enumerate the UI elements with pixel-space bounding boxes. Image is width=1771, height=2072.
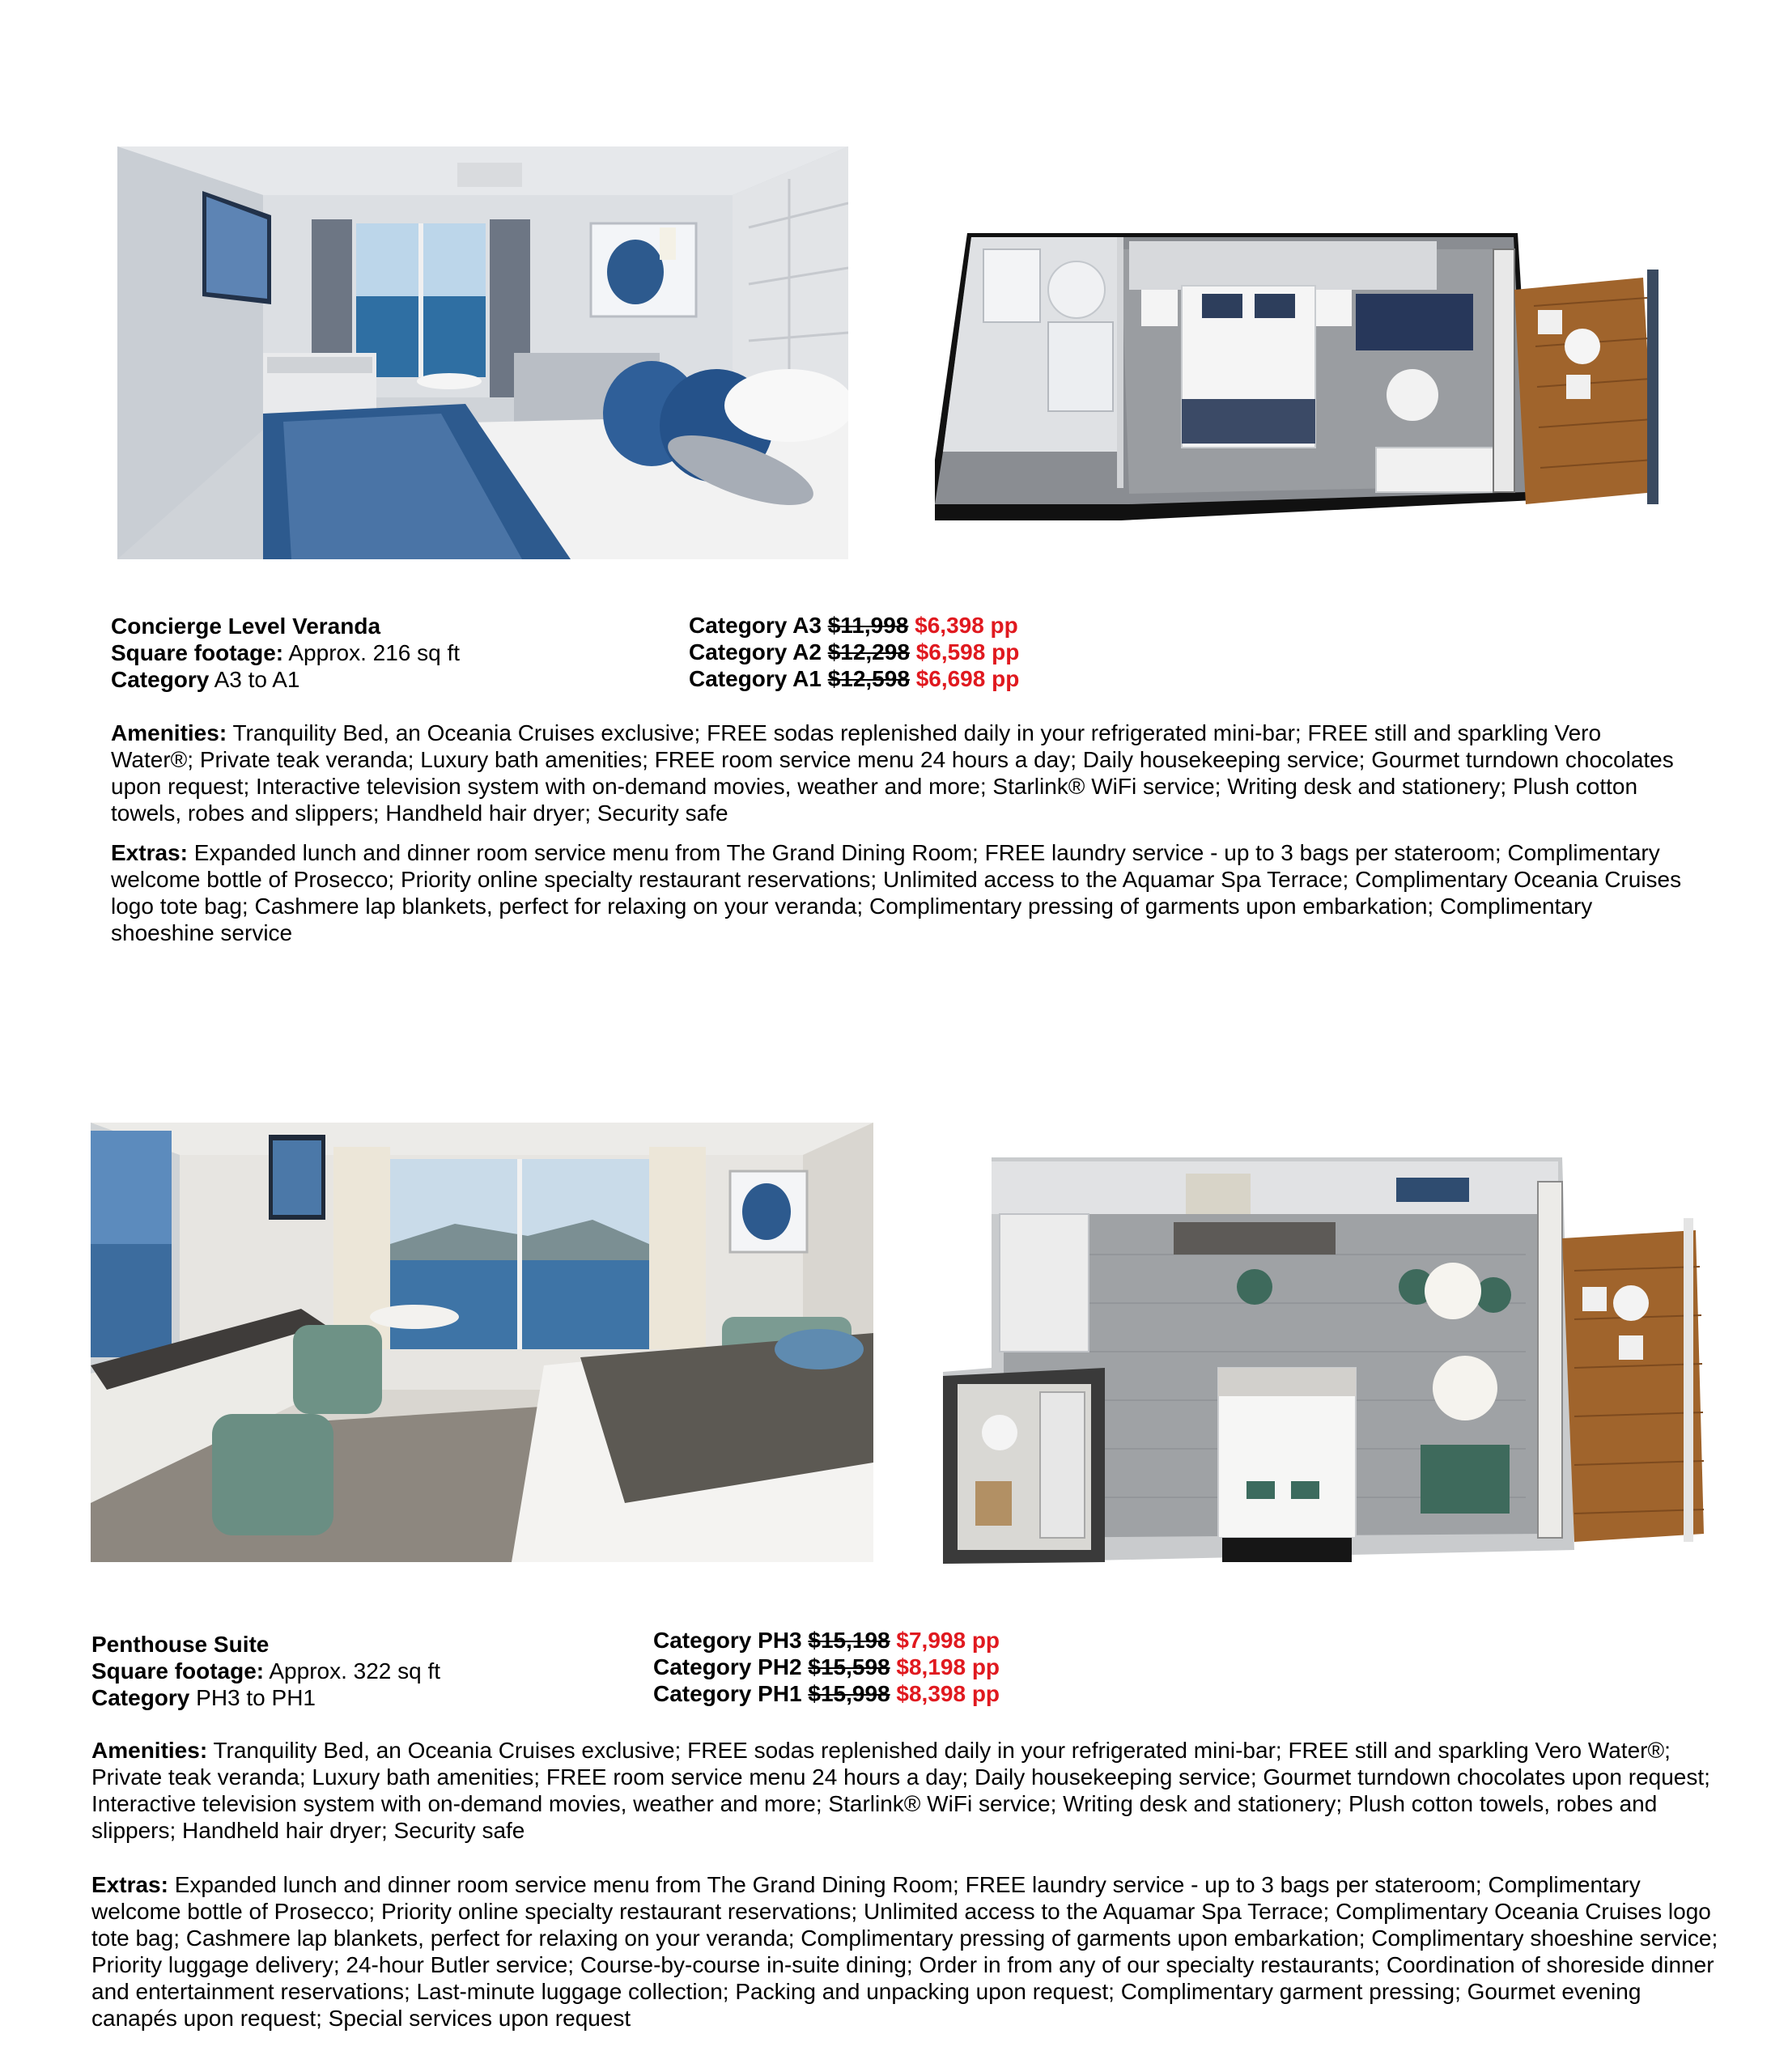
price-line xyxy=(653,1680,1000,1707)
amenities-text: Tranquility Bed, an Oceania Cruises exclusive; FREE sodas replenished daily in your refrigerated mini-bar; FREE still and sparkling Vero Water®; Private teak veranda; Luxury bath amenities; FREE room service menu 24 hours a day; Daily housekeeping service; Gourmet turndown chocolates upon request; Interactive television system with on-demand movies, weather and more; Starlink® WiFi service; Writing desk and stationery; Plush cotton towels, robes and slippers; Handheld hair dryer; Security safe xyxy=(111,720,1674,826)
price-category: Category PH3 xyxy=(653,1628,802,1653)
penthouse-title: Penthouse Suite xyxy=(91,1632,270,1657)
price-category: Category A1 xyxy=(689,666,822,691)
extras-label: Extras: xyxy=(91,1872,168,1897)
amenities-label: Amenities: xyxy=(91,1738,208,1763)
veranda-category-range: A3 to A1 xyxy=(214,667,300,692)
penthouse-sqft-label: Square footage: xyxy=(91,1658,265,1684)
veranda-summary xyxy=(111,613,629,693)
price-line xyxy=(689,665,1019,692)
veranda-extras xyxy=(111,839,1689,946)
veranda-price-list xyxy=(689,612,1019,692)
veranda-sqft-label: Square footage: xyxy=(111,640,284,665)
price-category: Category A3 xyxy=(689,613,822,638)
extras-label: Extras: xyxy=(111,840,188,865)
penthouse-summary xyxy=(91,1631,626,1711)
amenities-text: Tranquility Bed, an Oceania Cruises exclusive; FREE sodas replenished daily in your refrigerated mini-bar; FREE still and sparkling Vero Water®; Private teak veranda; Luxury bath amenities; FREE room service menu 24 hours a day; Daily housekeeping service; Gourmet turndown chocolates upon request; Interactive television system with on-demand movies, weather and more; Starlink® WiFi service; Writing desk and stationery; Plush cotton towels, robes and slippers; Handheld hair dryer; Security safe xyxy=(91,1738,1710,1843)
price-new: $6,398 pp xyxy=(915,613,1018,638)
price-line xyxy=(653,1627,1000,1654)
price-new: $8,198 pp xyxy=(896,1654,1000,1679)
price-old: $12,598 xyxy=(827,666,910,691)
price-old: $11,998 xyxy=(827,613,909,638)
price-old: $15,598 xyxy=(808,1654,890,1679)
price-category: Category PH2 xyxy=(653,1654,802,1679)
veranda-category-label: Category xyxy=(111,667,210,692)
penthouse-amenities xyxy=(91,1737,1718,1844)
price-old: $12,298 xyxy=(827,639,910,664)
price-new: $6,598 pp xyxy=(915,639,1020,664)
veranda-title: Concierge Level Veranda xyxy=(111,614,381,639)
penthouse-category-label: Category xyxy=(91,1685,190,1710)
veranda-amenities xyxy=(111,720,1689,826)
penthouse-category-range: PH3 to PH1 xyxy=(196,1685,316,1710)
penthouse-price-list xyxy=(653,1627,1000,1707)
veranda-room-photo xyxy=(117,146,848,559)
price-new: $8,398 pp xyxy=(896,1681,1000,1706)
penthouse-room-photo xyxy=(91,1123,873,1562)
extras-text: Expanded lunch and dinner room service menu from The Grand Dining Room; FREE laundry service - up to 3 bags per stateroom; Complimentary welcome bottle of Prosecco; Priority online specialty restaurant reservations; Unlimited access to the Aquamar Spa Terrace; Complimentary Oceania Cruises logo tote bag; Cashmere lap blankets, perfect for relaxing on your veranda; Complimentary pressing of garments upon embarkation; Complimentary shoeshine service; Priority luggage delivery; 24-hour Butler service; Course-by-course in-suite dining; Order in from any of our specialty restaurants; Coordination of shoreside dinner and entertainment reservations; Last-minute luggage collection; Packing and unpacking upon request; Complimentary garment pressing; Gourmet evening canapés upon request; Special services upon request xyxy=(91,1872,1718,2031)
penthouse-sqft-value: Approx. 322 sq ft xyxy=(269,1658,441,1684)
extras-text: Expanded lunch and dinner room service menu from The Grand Dining Room; FREE laundry service - up to 3 bags per stateroom; Complimentary welcome bottle of Prosecco; Priority online specialty restaurant reservations; Unlimited access to the Aquamar Spa Terrace; Complimentary Oceania Cruises logo tote bag; Cashmere lap blankets, perfect for relaxing on your veranda; Complimentary pressing of garments upon embarkation; Complimentary shoeshine service xyxy=(111,840,1682,945)
price-line xyxy=(689,639,1019,665)
price-old: $15,998 xyxy=(808,1681,890,1706)
price-line xyxy=(689,612,1019,639)
veranda-floor-plan xyxy=(935,233,1671,520)
price-line xyxy=(653,1654,1000,1680)
price-category: Category PH1 xyxy=(653,1681,802,1706)
price-old: $15,198 xyxy=(808,1628,890,1653)
veranda-sqft-value: Approx. 216 sq ft xyxy=(288,640,461,665)
price-category: Category A2 xyxy=(689,639,822,664)
penthouse-floor-plan xyxy=(943,1157,1708,1564)
price-new: $7,998 pp xyxy=(896,1628,1000,1653)
penthouse-extras xyxy=(91,1871,1718,2032)
amenities-label: Amenities: xyxy=(111,720,227,745)
price-new: $6,698 pp xyxy=(915,666,1020,691)
